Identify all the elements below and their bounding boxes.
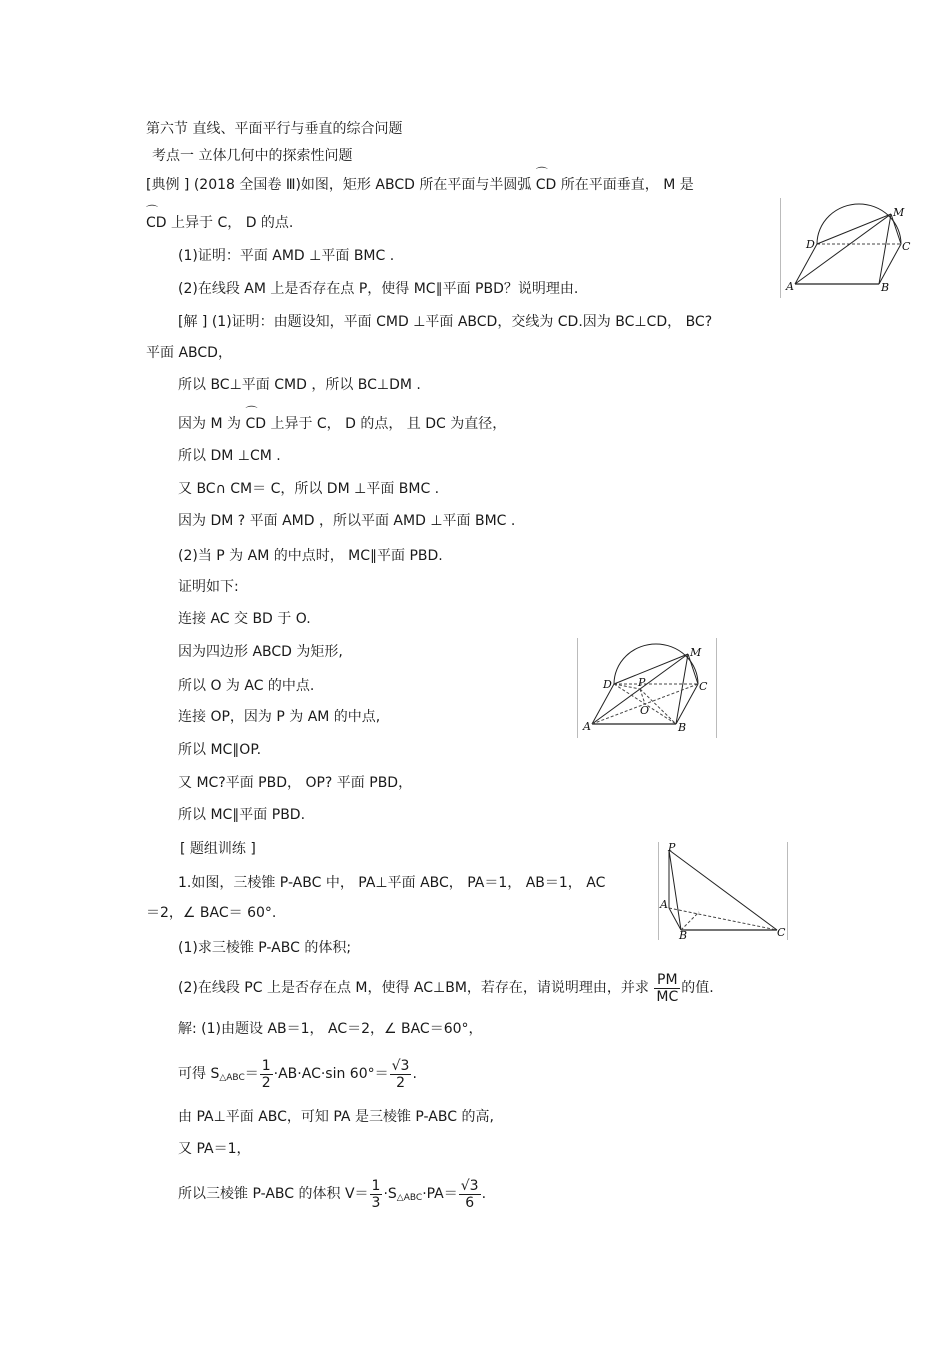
answer-line-3: 由 PA⊥平面 ABC，可知 PA 是三棱锥 P-ABC 的高, bbox=[178, 1109, 494, 1125]
solution-line-14: 所以 MC∥OP. bbox=[178, 742, 262, 758]
problem-1-question-1: (1)求三棱锥 P-ABC 的体积; bbox=[178, 940, 352, 956]
label-p: P bbox=[668, 842, 676, 854]
problem-1-question-2 bbox=[178, 970, 714, 1006]
fraction-denominator: 2 bbox=[396, 1074, 405, 1091]
arc-cd-2: ⌒ CD bbox=[146, 214, 167, 232]
solution-line-8: (2)当 P 为 AM 的中点时， MC∥平面 PBD. bbox=[178, 548, 443, 564]
solution-line-3: 所以 BC⊥平面 CMD ，所以 BC⊥DM . bbox=[178, 377, 421, 393]
label-c: C bbox=[699, 680, 708, 693]
kaodian-title: 考点一 立体几何中的探索性问题 bbox=[152, 148, 353, 164]
fraction-numerator: √3 bbox=[460, 1177, 479, 1194]
fraction-denominator: 2 bbox=[261, 1074, 271, 1091]
solution-line-1: [解 ] (1)证明：由题设知，平面 CMD ⊥平面 ABCD，交线为 CD.因为 BC⊥CD， BC? bbox=[178, 314, 713, 330]
fraction-numerator: 1 bbox=[371, 1177, 381, 1194]
problem-1-question-2-tail: 的值. bbox=[681, 980, 714, 996]
figure-1 bbox=[780, 198, 917, 298]
fraction-numerator: 1 bbox=[261, 1057, 271, 1074]
fraction-root3-over-6 bbox=[459, 1178, 481, 1211]
answer-line-4: 又 PA＝1， bbox=[178, 1141, 251, 1157]
fraction-one-third bbox=[370, 1178, 383, 1211]
arc-cd: ⌒ CD bbox=[536, 176, 557, 194]
fraction-one-half bbox=[260, 1058, 273, 1091]
triangle-abc-subscript-2: △ABC bbox=[396, 1193, 423, 1203]
example-line-2-tail: 上异于 C， D 的点. bbox=[166, 215, 294, 231]
solution-line-4a: 因为 M 为 bbox=[178, 416, 246, 432]
problem-1-line-2: ＝2，∠ BAC＝ 60°. bbox=[146, 905, 277, 921]
solution-line-5: 所以 DM ⊥CM . bbox=[178, 448, 281, 464]
fraction-pm-mc bbox=[654, 972, 680, 1005]
answer-line-5-end: . bbox=[481, 1186, 487, 1202]
fraction-denominator: 6 bbox=[465, 1194, 475, 1211]
answer-line-2-mid: ·AB·AC·sin 60°＝ bbox=[273, 1066, 389, 1082]
label-b: B bbox=[679, 929, 688, 940]
question-2: (2)在线段 AM 上是否存在点 P，使得 MC∥平面 PBD？说明理由. bbox=[178, 281, 579, 297]
label-a: A bbox=[583, 720, 591, 733]
solution-line-13: 连接 OP，因为 P 为 AM 的中点, bbox=[178, 709, 381, 725]
solution-line-10: 连接 AC 交 BD 于 O. bbox=[178, 611, 311, 627]
label-b: B bbox=[678, 721, 687, 734]
answer-line-5 bbox=[178, 1176, 486, 1216]
answer-line-2-eq: ＝ bbox=[244, 1066, 259, 1082]
label-d: D bbox=[806, 238, 815, 251]
example-line-2 bbox=[146, 214, 293, 232]
solution-line-9: 证明如下: bbox=[178, 579, 239, 595]
label-b: B bbox=[881, 281, 890, 294]
question-1: (1)证明：平面 AMD ⊥平面 BMC . bbox=[178, 248, 395, 264]
figure-3 bbox=[658, 842, 788, 940]
fraction-root3-over-2 bbox=[390, 1058, 412, 1091]
solution-line-15: 又 MC?平面 PBD， OP? 平面 PBD， bbox=[178, 775, 413, 791]
answer-line-5-mid: ·S bbox=[383, 1186, 397, 1202]
label-a: A bbox=[786, 280, 794, 293]
example-line-1 bbox=[146, 176, 694, 194]
example-line-1-text: [典例 ] (2018 全国卷 Ⅲ)如图，矩形 ABCD 所在平面与半圆弧 bbox=[146, 177, 536, 193]
label-c: C bbox=[777, 926, 786, 939]
answer-line-2 bbox=[178, 1056, 417, 1096]
training-header: [ 题组训练 ] bbox=[180, 841, 256, 857]
solution-line-4b: 上异于 C， D 的点， 且 DC 为直径， bbox=[266, 416, 507, 432]
triangle-abc-subscript: △ABC bbox=[219, 1073, 245, 1083]
fraction-denominator: 3 bbox=[371, 1194, 381, 1211]
solution-line-6: 又 BC∩ CM＝ C，所以 DM ⊥平面 BMC . bbox=[178, 481, 440, 497]
solution-line-16: 所以 MC∥平面 PBD. bbox=[178, 807, 306, 823]
label-a: A bbox=[660, 898, 668, 911]
label-o: O bbox=[640, 704, 650, 717]
label-m: M bbox=[893, 206, 905, 219]
arc-cd-3: ⌒ CD bbox=[245, 415, 266, 433]
label-p: P bbox=[638, 676, 646, 689]
solution-line-4 bbox=[178, 415, 506, 433]
solution-line-2: 平面 ABCD， bbox=[146, 345, 232, 361]
figure-2 bbox=[577, 638, 717, 738]
fraction-numerator: PM bbox=[654, 972, 680, 989]
label-m: M bbox=[690, 646, 702, 659]
answer-line-1: 解: (1)由题设 AB＝1， AC＝2，∠ BAC＝60°， bbox=[178, 1021, 483, 1037]
solution-line-11: 因为四边形 ABCD 为矩形, bbox=[178, 644, 343, 660]
answer-line-5-pre: 所以三棱锥 P-ABC 的体积 V＝ bbox=[178, 1186, 369, 1202]
solution-line-7: 因为 DM ? 平面 AMD ，所以平面 AMD ⊥平面 BMC . bbox=[178, 513, 516, 529]
answer-line-2-end: . bbox=[412, 1066, 417, 1082]
section-title: 第六节 直线、平面平行与垂直的综合问题 bbox=[146, 121, 403, 137]
answer-line-2-pre: 可得 S bbox=[178, 1066, 220, 1082]
problem-1-line-1: 1.如图，三棱锥 P-ABC 中， PA⊥平面 ABC， PA＝1， AB＝1， AC bbox=[178, 875, 606, 891]
solution-line-12: 所以 O 为 AC 的中点. bbox=[178, 678, 315, 694]
problem-1-question-2-text: (2)在线段 PC 上是否存在点 M，使得 AC⊥BM，若存在，请说明理由，并求 bbox=[178, 980, 649, 996]
answer-line-5-mid2: ·PA＝ bbox=[422, 1186, 458, 1202]
label-c: C bbox=[902, 240, 911, 253]
fraction-denominator: MC bbox=[656, 988, 679, 1005]
example-line-1-tail: 所在平面垂直， M 是 bbox=[556, 177, 694, 193]
label-d: D bbox=[603, 678, 612, 691]
fraction-numerator: √3 bbox=[391, 1057, 410, 1074]
